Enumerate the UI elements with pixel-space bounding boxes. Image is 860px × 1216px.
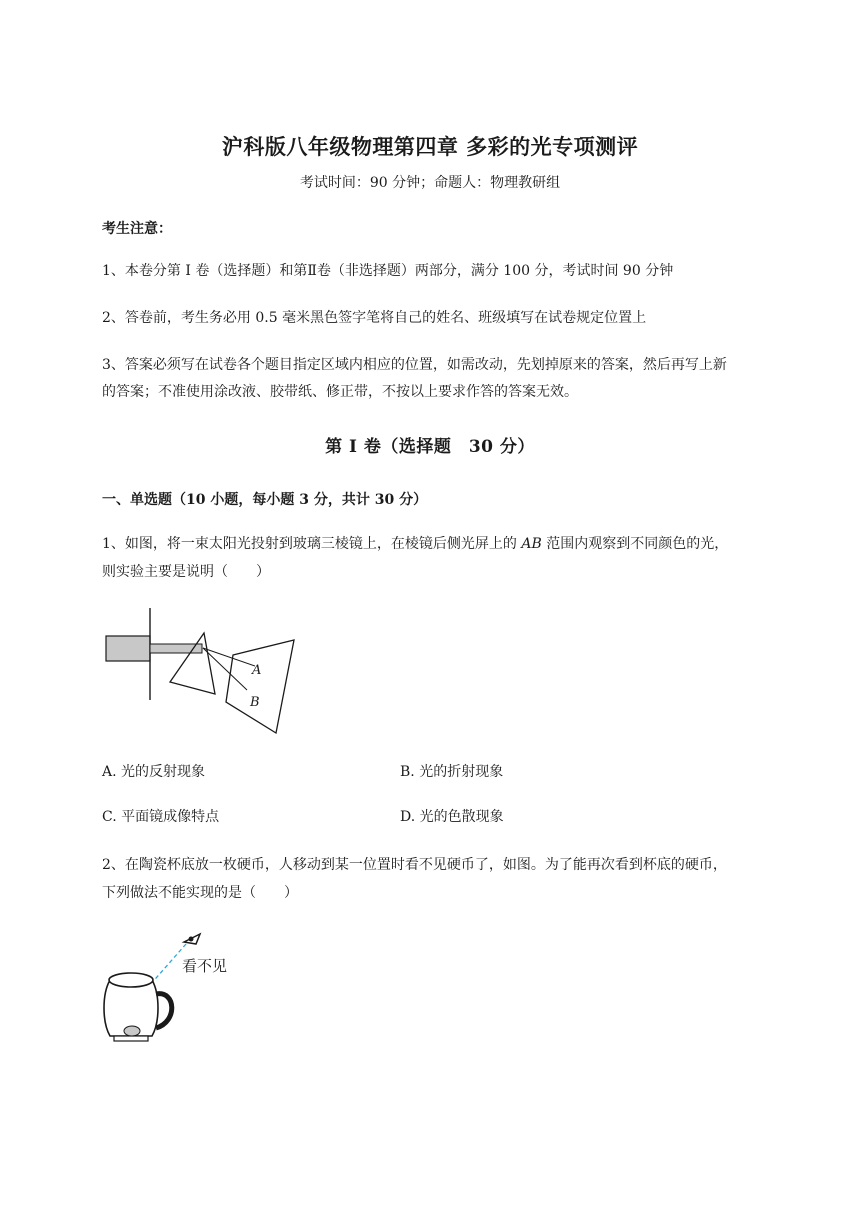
question-1-stem <box>102 530 802 558</box>
cup-base <box>114 1036 148 1041</box>
notice-item-1: 1、本卷分第 I 卷（选择题）和第Ⅱ卷（非选择题）两部分，满分 100 分，考试时间 90 分钟 <box>102 263 674 279</box>
cup-figure <box>96 924 256 1054</box>
option-b[interactable]: B. 光的折射现象 <box>400 764 504 780</box>
question-1-stem-b: 范围内观察到不同颜色的光， <box>541 536 729 552</box>
option-d[interactable]: D. 光的色散现象 <box>400 809 504 825</box>
question-1-stem-a: 1、如图，将一束太阳光投射到玻璃三棱镜上，在棱镜后侧光屏上的 <box>102 536 522 552</box>
question-2-stem: 2、在陶瓷杯底放一枚硬币，人移动到某一位置时看不见硬币了，如图。为了能再次看到杯底的硬币， <box>102 857 727 873</box>
notice-item-3-cont: 的答案；不准使用涂改液、胶带纸、修正带，不按以上要求作答的答案无效。 <box>102 384 578 400</box>
light-source <box>106 636 150 661</box>
question-1-stem-line2: 则实验主要是说明（ ） <box>102 564 270 580</box>
part-heading: 一、单选题（10 小题，每小题 3 分，共计 30 分） <box>102 492 428 508</box>
coin <box>124 1026 140 1036</box>
option-a[interactable]: A. 光的反射现象 <box>102 764 206 780</box>
label-b: B <box>250 695 260 710</box>
prism <box>170 633 215 694</box>
notice-item-3: 3、答案必须写在试卷各个题目指定区域内相应的位置，如需改动，先划掉原来的答案，然后再写上新 <box>102 357 727 373</box>
page-title: 沪科版八年级物理第四章 多彩的光专项测评 <box>221 134 639 159</box>
option-c[interactable]: C. 平面镜成像特点 <box>102 809 220 825</box>
ray-a <box>203 648 255 666</box>
page-subtitle: 考试时间：90 分钟；命题人：物理教研组 <box>299 175 561 191</box>
question-2-stem-line2: 下列做法不能实现的是（ ） <box>102 885 298 901</box>
prism-figure <box>100 600 310 740</box>
cup-rim <box>109 973 153 987</box>
label-a: A <box>252 663 262 678</box>
notice-heading: 考生注意： <box>102 221 172 237</box>
ray-b <box>203 648 247 690</box>
question-1-stem-ab: AB <box>521 536 542 552</box>
light-beam <box>150 644 202 653</box>
section-title: 第 I 卷（选择题 30 分） <box>325 437 535 457</box>
label-kanbujian: 看不见 <box>182 957 228 975</box>
notice-item-2: 2、答卷前，考生务必用 0.5 毫米黑色签字笔将自己的姓名、班级填写在试卷规定位置上 <box>102 310 647 326</box>
light-screen <box>226 640 294 733</box>
